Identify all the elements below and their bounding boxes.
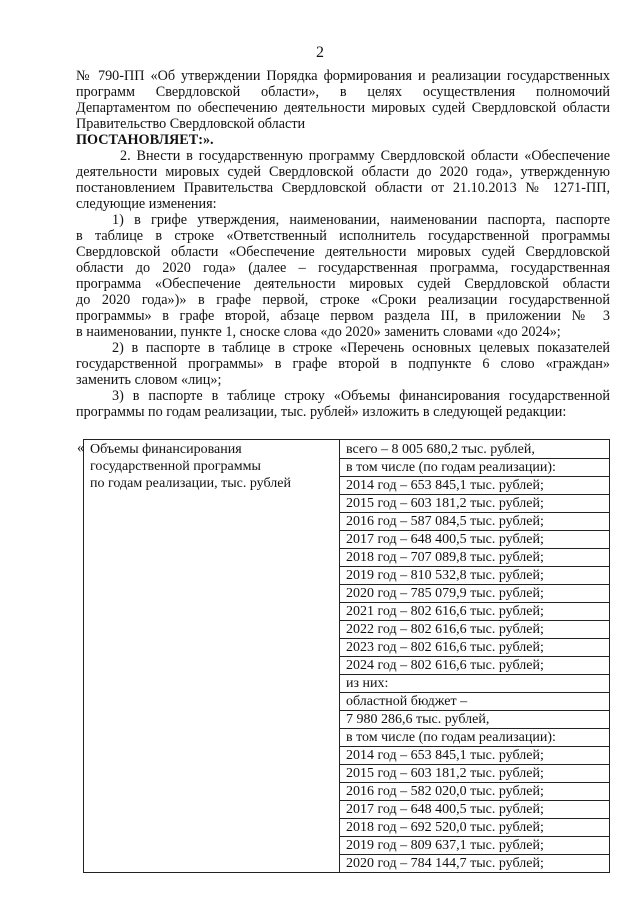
- text-line: Свердловской области «Обеспечение деятельности мировых судей Свердловской: [76, 244, 610, 260]
- text-line: в таблице в строке «Ответственный исполнитель государственной программы: [76, 228, 610, 244]
- text-line: деятельности мировых судей Свердловской области до 2020 года», утвержденную: [76, 164, 610, 180]
- funding-value-line: 2018 год – 707 089,8 тыс. рублей;: [340, 549, 609, 567]
- funding-value-line: 2023 год – 802 616,6 тыс. рублей;: [340, 639, 609, 657]
- text-line: № 790-ПП «Об утверждении Порядка формирования и реализации государственных: [76, 68, 610, 84]
- funding-value-line: областной бюджет –: [340, 693, 609, 711]
- funding-value-line: 2019 год – 809 637,1 тыс. рублей;: [340, 837, 609, 855]
- text-line: заменить словом «лиц»;: [76, 372, 222, 388]
- text-line: до 2020 года»)» в графе первой, строке «Сроки реализации государственной: [76, 292, 610, 308]
- funding-value-line: 2017 год – 648 400,5 тыс. рублей;: [340, 801, 609, 819]
- text-line: программ Свердловской области», в целях осуществления полномочий: [76, 84, 610, 100]
- funding-value-line: 2014 год – 653 845,1 тыс. рублей;: [340, 477, 609, 495]
- funding-table: [83, 439, 610, 873]
- funding-value-line: 2019 год – 810 532,8 тыс. рублей;: [340, 567, 609, 585]
- funding-row-label-cell: [84, 440, 340, 873]
- text-line: 3) в паспорте в таблице строку «Объемы финансирования государственной: [112, 388, 610, 404]
- text-line: 2) в паспорте в таблице в строке «Перечень основных целевых показателей: [112, 340, 610, 356]
- text-line: программа «Обеспечение деятельности мировых судей Свердловской области: [76, 276, 610, 292]
- text-line: программы» в графе второй, абзаце первом раздела III, в приложении № 3: [76, 308, 610, 324]
- text-line: области до 2020 года» (далее – государственная программа, государственная: [76, 260, 610, 276]
- text-line: Правительство Свердловской области: [76, 116, 306, 132]
- funding-value-line: 2015 год – 603 181,2 тыс. рублей;: [340, 765, 609, 783]
- funding-table-row: [84, 440, 610, 873]
- funding-value-line: 2020 год – 784 144,7 тыс. рублей;: [346, 856, 544, 871]
- funding-value-line: 2017 год – 648 400,5 тыс. рублей;: [340, 531, 609, 549]
- funding-label-line: Объемы финансирования: [90, 442, 242, 457]
- funding-value-line: 2016 год – 582 020,0 тыс. рублей;: [340, 783, 609, 801]
- text-line: в наименовании, пункте 1, сноске слова «до 2020» заменить словами «до 2024»;: [76, 324, 561, 340]
- funding-value-line: 2015 год – 603 181,2 тыс. рублей;: [340, 495, 609, 513]
- funding-label-line: государственной программы: [90, 459, 261, 475]
- funding-value-line: всего – 8 005 680,2 тыс. рублей,: [340, 441, 609, 459]
- text-line: постановлением Правительства Свердловской области от 21.10.2013 № 1271-ПП,: [76, 180, 610, 196]
- funding-value-line: 2024 год – 802 616,6 тыс. рублей;: [340, 657, 609, 675]
- funding-value-line: 2022 год – 802 616,6 тыс. рублей;: [340, 621, 609, 639]
- funding-value-line: 2021 год – 802 616,6 тыс. рублей;: [340, 603, 609, 621]
- text-line: 1) в грифе утверждения, наименовании, наименовании паспорта, паспорте: [112, 212, 610, 228]
- opening-quote-mark: «: [77, 440, 85, 456]
- text-line: государственной программы» в графе второй в подпункте 6 слово «граждан»: [76, 356, 610, 372]
- funding-value-line: 2020 год – 785 079,9 тыс. рублей;: [340, 585, 609, 603]
- funding-row-values-cell: [340, 440, 610, 873]
- funding-value-line: 2016 год – 587 084,5 тыс. рублей;: [340, 513, 609, 531]
- document-body: [76, 68, 610, 420]
- funding-value-line: 7 980 286,6 тыс. рублей,: [340, 711, 609, 729]
- text-line: Департаментом по обеспечению деятельности мировых судей Свердловской области: [76, 100, 610, 116]
- funding-label-line: по годам реализации, тыс. рублей: [90, 476, 291, 492]
- text-line: ПОСТАНОВЛЯЕТ:».: [76, 132, 214, 148]
- page-number: 2: [316, 44, 324, 61]
- funding-value-line: в том числе (по годам реализации):: [340, 459, 609, 477]
- funding-value-line: 2014 год – 653 845,1 тыс. рублей;: [340, 747, 609, 765]
- funding-value-line: в том числе (по годам реализации):: [340, 729, 609, 747]
- funding-value-line: из них:: [340, 675, 609, 693]
- text-line: 2. Внести в государственную программу Свердловской области «Обеспечение: [120, 148, 610, 164]
- funding-value-line: 2018 год – 692 520,0 тыс. рублей;: [340, 819, 609, 837]
- text-line: программы по годам реализации, тыс. рублей» изложить в следующей редакции:: [76, 404, 567, 420]
- text-line: следующие изменения:: [76, 196, 217, 212]
